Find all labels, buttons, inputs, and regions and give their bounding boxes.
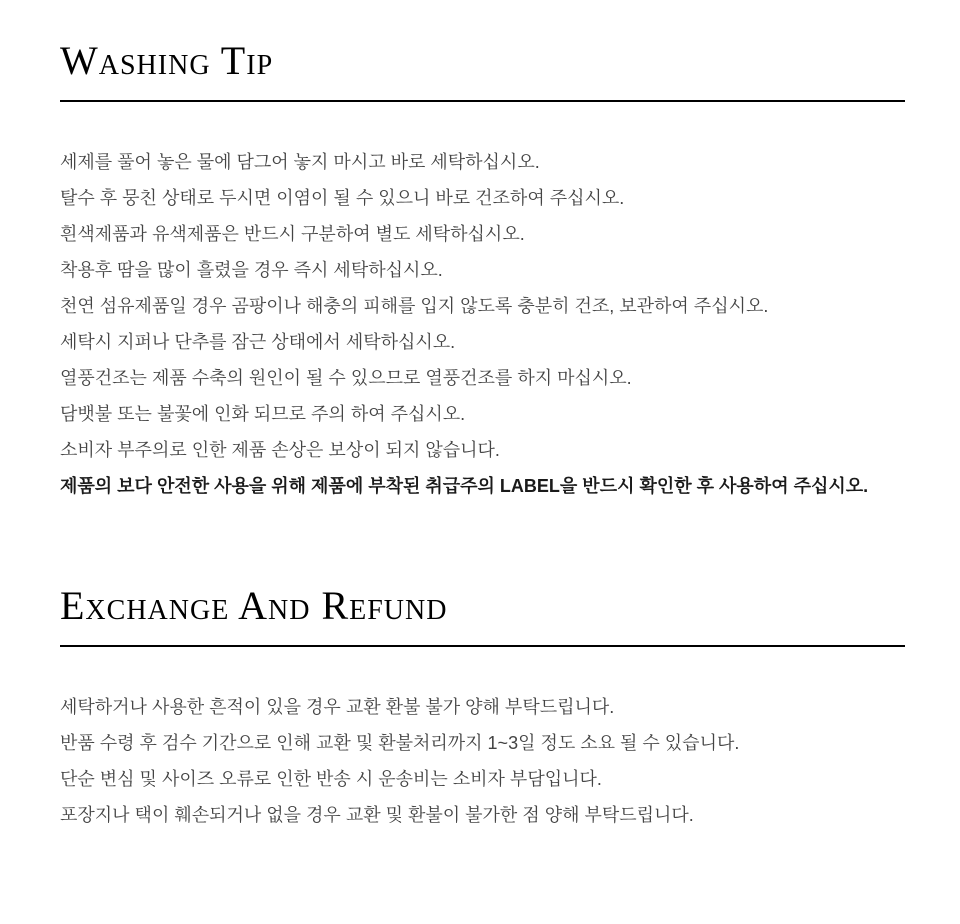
- exchange-refund-section: [60, 582, 905, 833]
- exchange-refund-title: Exchange And Refund: [60, 583, 448, 628]
- care-instruction-list: [60, 144, 905, 504]
- refund-policy-line: 포장지나 택이 훼손되거나 없을 경우 교환 및 환불이 불가한 점 양해 부탁드립니다.: [60, 805, 694, 825]
- refund-policy-line: 단순 변심 및 사이즈 오류로 인한 반송 시 운송비는 소비자 부담입니다.: [60, 769, 602, 789]
- section-divider: [60, 645, 905, 647]
- care-instruction-line: 착용후 땀을 많이 흘렸을 경우 즉시 세탁하십시오.: [60, 260, 443, 280]
- washing-tip-section: [60, 37, 905, 504]
- refund-policy-list: [60, 689, 905, 833]
- care-instruction-line: 세제를 풀어 놓은 물에 담그어 놓지 마시고 바로 세탁하십시오.: [60, 152, 540, 172]
- care-instruction-line: 천연 섬유제품일 경우 곰팡이나 해충의 피해를 입지 않도록 충분히 건조, 보관하여 주십시오.: [60, 296, 769, 316]
- refund-policy-line: 반품 수령 후 검수 기간으로 인해 교환 및 환불처리까지 1~3일 정도 소요 될 수 있습니다.: [60, 733, 740, 753]
- care-instruction-line: 열풍건조는 제품 수축의 원인이 될 수 있으므로 열풍건조를 하지 마십시오.: [60, 368, 632, 388]
- refund-policy-line: 세탁하거나 사용한 흔적이 있을 경우 교환 환불 불가 양해 부탁드립니다.: [60, 697, 615, 717]
- care-instruction-line: 탈수 후 뭉친 상태로 두시면 이염이 될 수 있으니 바로 건조하여 주십시오.: [60, 188, 625, 208]
- washing-tip-title: Washing Tip: [60, 38, 274, 83]
- care-instruction-emphasis-line: 제품의 보다 안전한 사용을 위해 제품에 부착된 취급주의 LABEL을 반드시 확인한 후 사용하여 주십시오.: [60, 476, 869, 496]
- section-divider: [60, 100, 905, 102]
- care-instruction-line: 소비자 부주의로 인한 제품 손상은 보상이 되지 않습니다.: [60, 440, 500, 460]
- care-instruction-line: 담뱃불 또는 불꽃에 인화 되므로 주의 하여 주십시오.: [60, 404, 466, 424]
- care-instruction-line: 흰색제품과 유색제품은 반드시 구분하여 별도 세탁하십시오.: [60, 224, 525, 244]
- care-instruction-line: 세탁시 지퍼나 단추를 잠근 상태에서 세탁하십시오.: [60, 332, 456, 352]
